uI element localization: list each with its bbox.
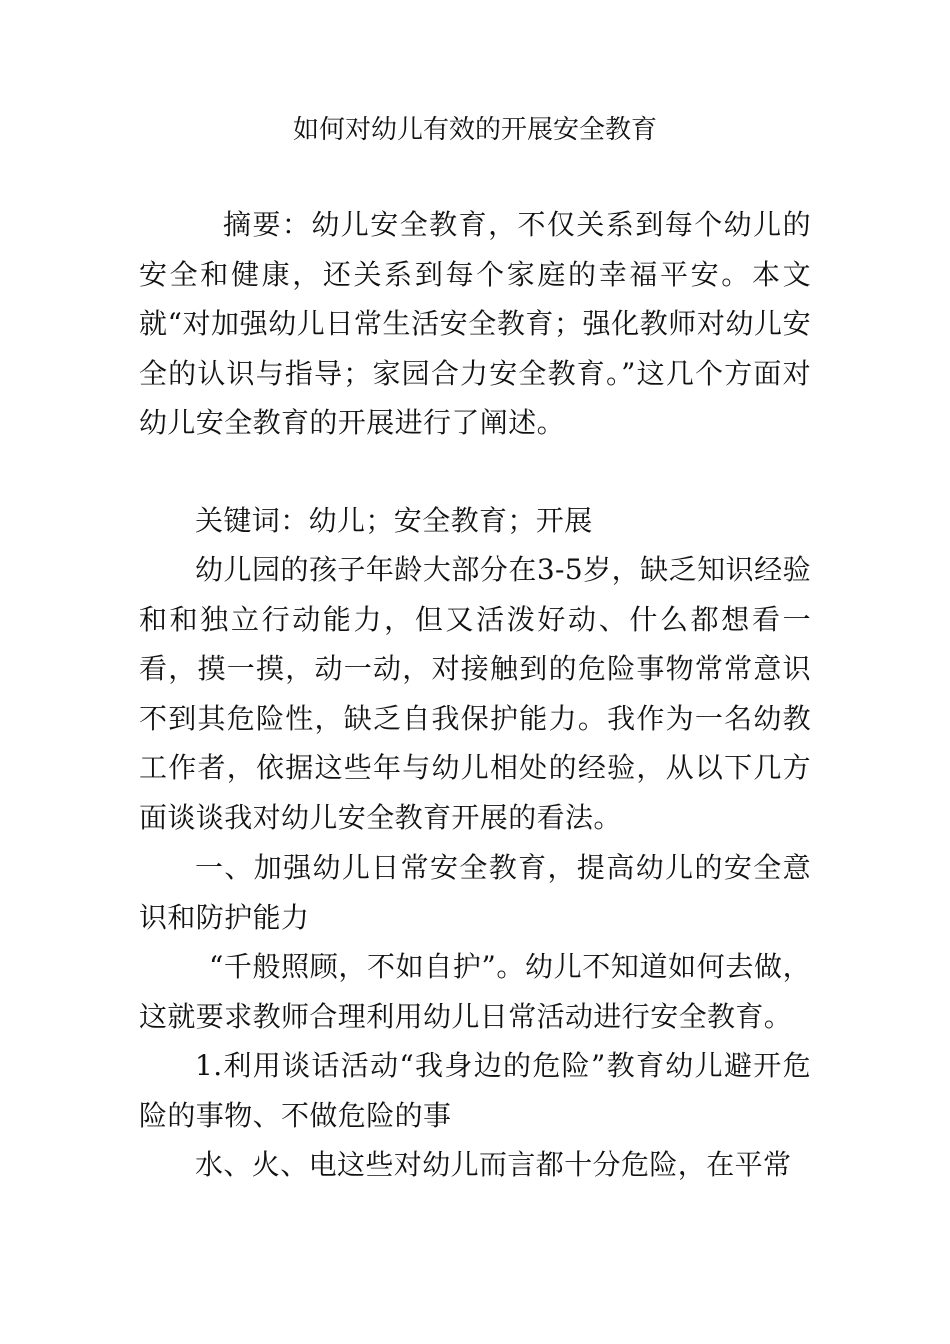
section-1-paragraph: “千般照顾，不如自护”。幼儿不知道如何去做，这就要求教师合理利用幼儿日常活动进行安全教育。: [139, 950, 811, 1033]
intro-paragraph: 幼儿园的孩子年龄大部分在3-5岁，缺乏知识经验和和独立行动能力，但又活泼好动、什么都想看一看，摸一摸，动一动，对接触到的危险事物常常意识不到其危险性，缺乏自我保护能力。我作为一名幼教工作者，依据这些年与幼儿相处的经验，从以下几方面谈谈我对幼儿安全教育开展的看法。: [139, 553, 811, 834]
subsection-1-heading: 1.利用谈话活动“我身边的危险”教育幼儿避开危险的事物、不做危险的事: [139, 1049, 811, 1132]
subsection-1-paragraph: 水、火、电这些对幼儿而言都十分危险，在平常: [195, 1148, 792, 1181]
keywords-paragraph: 关键词：幼儿；安全教育；开展: [195, 504, 593, 537]
document-title: 如何对幼儿有效的开展安全教育: [292, 115, 657, 145]
section-1-heading: 一、加强幼儿日常安全教育，提高幼儿的安全意识和防护能力: [139, 851, 811, 934]
abstract-paragraph: 摘要：幼儿安全教育，不仅关系到每个幼儿的安全和健康，还关系到每个家庭的幸福平安。本文就“对加强幼儿日常生活安全教育；强化教师对幼儿安全的认识与指导；家园合力安全教育。”这几个方面对幼儿安全教育的开展进行了阐述。: [139, 208, 811, 440]
